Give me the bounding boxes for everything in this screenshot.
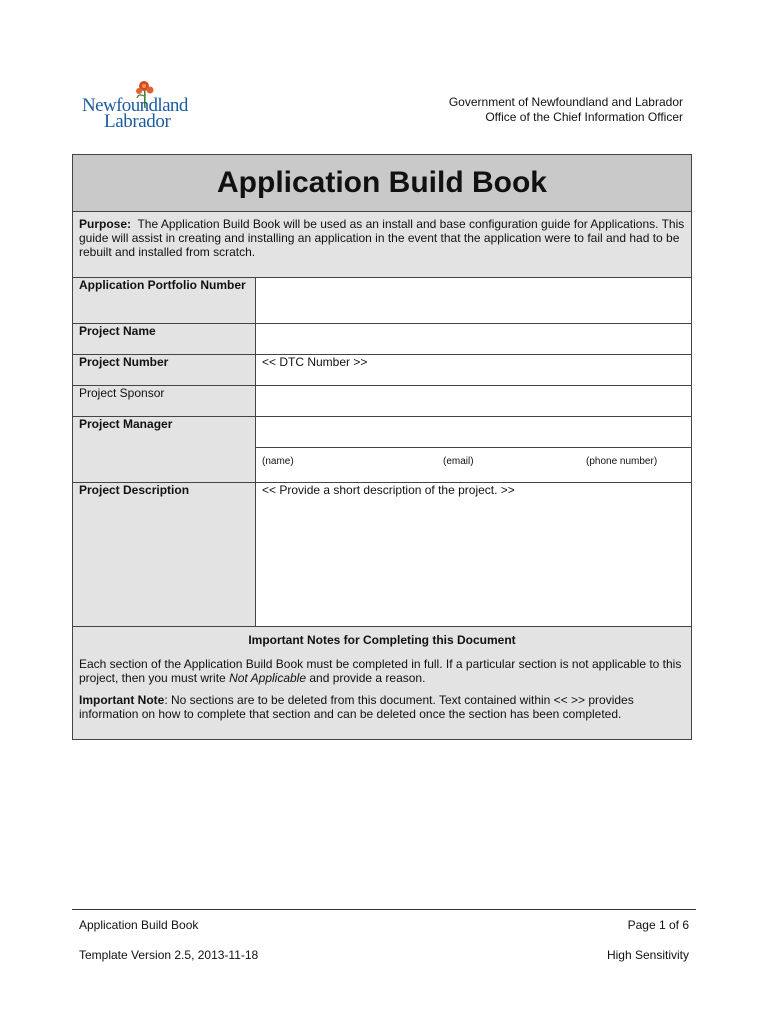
project-number-field[interactable]: << DTC Number >> [256, 355, 692, 386]
project-description-label: Project Description [73, 483, 256, 627]
notes-p1-end: and provide a reason. [306, 671, 426, 685]
project-number-label: Project Number [73, 355, 256, 386]
project-manager-field[interactable] [256, 417, 692, 448]
footer-divider [72, 909, 696, 910]
project-name-field[interactable] [256, 324, 692, 355]
project-manager-hints [256, 448, 692, 483]
project-name-label: Project Name [73, 324, 256, 355]
office-name: Office of the Chief Information Officer [485, 110, 683, 124]
cover-form-table [72, 154, 692, 740]
footer-page-number: Page 1 of 6 [627, 918, 689, 932]
logo-text-line2: Labrador [104, 111, 171, 132]
purpose-text: The Application Build Book will be used as an install and base configuration guide for Applications. This guide will assist in creating and installing an application in the event that the application were to fail and had to be rebuilt and installed from scratch. [79, 217, 685, 259]
notes-p1-text: Each section of the Application Build Book must be completed in full. If a particular section is not applicable to this project, then you must write [79, 657, 682, 685]
header-organization [449, 95, 683, 125]
purpose-label: Purpose: [79, 217, 132, 231]
notes-p2-text: : No sections are to be deleted from this document. Text contained within << >> provides information on how to complete that section and can be deleted once the section has been completed. [79, 693, 634, 721]
footer-template-version: Template Version 2.5, 2013-11-18 [79, 948, 259, 962]
gov-name: Government of Newfoundland and Labrador [448, 95, 683, 109]
purpose-section [73, 212, 692, 278]
app-portfolio-label: Application Portfolio Number [73, 278, 256, 324]
notes-p2-label: Important Note [79, 693, 165, 707]
project-description-field[interactable]: << Provide a short description of the project. >> [256, 483, 692, 627]
important-notes-section [73, 627, 692, 740]
footer-doc-name: Application Build Book [79, 918, 199, 932]
notes-paragraph-1 [79, 657, 685, 685]
notes-paragraph-2 [79, 693, 685, 721]
notes-p1-italic: Not Applicable [229, 671, 307, 685]
notes-heading: Important Notes for Completing this Document [248, 633, 516, 647]
pm-name-hint: (name) [262, 456, 294, 467]
pm-email-hint: (email) [443, 456, 474, 467]
logo-text-line1: Newfoundland [82, 95, 188, 116]
newfoundland-labrador-logo [82, 78, 197, 142]
project-sponsor-field[interactable] [256, 386, 692, 417]
project-manager-label: Project Manager [73, 417, 256, 483]
document-title: Application Build Book [73, 155, 692, 212]
pm-phone-hint: (phone number) [586, 456, 658, 467]
project-sponsor-label: Project Sponsor [73, 386, 256, 417]
footer-sensitivity: High Sensitivity [606, 948, 689, 962]
app-portfolio-field[interactable] [256, 278, 692, 324]
